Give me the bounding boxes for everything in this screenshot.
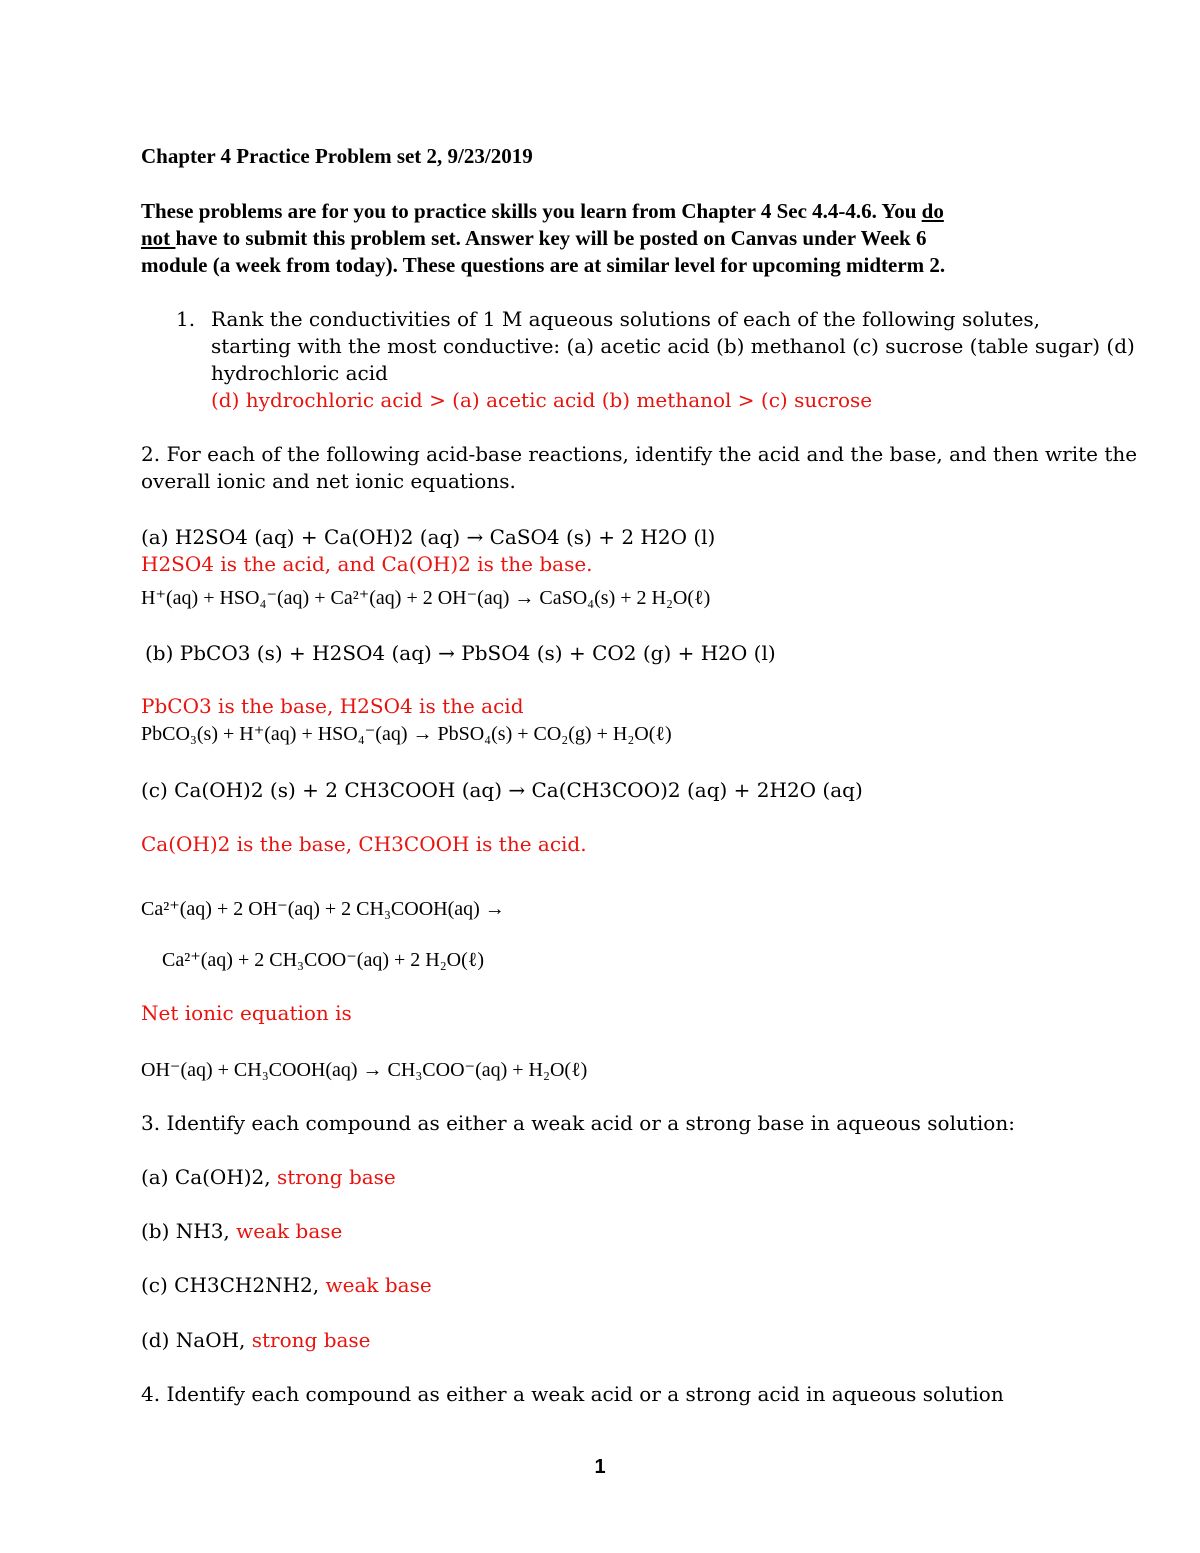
- q2-line-1: 2. For each of the following acid-base reactions, identify the acid and the base, and then write the: [141, 442, 1138, 466]
- page-title: Chapter 4 Practice Problem set 2, 9/23/2019: [141, 144, 533, 168]
- intro-do: do: [921, 199, 944, 223]
- list-item: (d) NaOH, strong base: [141, 1328, 371, 1352]
- list-item: (a) Ca(OH)2, strong base: [141, 1165, 396, 1189]
- q2b-ionic-equation: PbCO₃(s) + H⁺(aq) + HSO₄⁻(aq) → PbSO₄(s) + CO₂(g) + H₂O(ℓ): [141, 723, 672, 745]
- q1-number: 1.: [176, 307, 196, 331]
- q2c-ionic-equation-line-1: Ca²⁺(aq) + 2 OH⁻(aq) + 2 CH₃COOH(aq) →: [141, 898, 505, 920]
- intro-not: not: [141, 226, 176, 250]
- q2c-ionic-equation-line-2: Ca²⁺(aq) + 2 CH₃COO⁻(aq) + 2 H₂O(ℓ): [162, 949, 485, 971]
- q1-line-3: hydrochloric acid: [211, 361, 388, 385]
- q2c-equation: (c) Ca(OH)2 (s) + 2 CH3COOH (aq) → Ca(CH3COO)2 (aq) + 2H2O (aq): [141, 778, 863, 802]
- intro-line-3: module (a week from today). These questions are at similar level for upcoming midterm 2.: [141, 253, 946, 277]
- q2a-equation: (a) H2SO4 (aq) + Ca(OH)2 (aq) → CaSO4 (s) + 2 H2O (l): [141, 525, 716, 549]
- list-item: (b) NH3, weak base: [141, 1219, 343, 1243]
- net-ionic-label: Net ionic equation is: [141, 1001, 352, 1025]
- q2c-answer: Ca(OH)2 is the base, CH3COOH is the acid.: [141, 832, 587, 856]
- intro-line-1: [141, 198, 944, 224]
- page-number: 1: [594, 1456, 606, 1478]
- q2b-equation: (b) PbCO3 (s) + H2SO4 (aq) → PbSO4 (s) + CO2 (g) + H2O (l): [145, 641, 776, 665]
- q4-prompt: 4. Identify each compound as either a weak acid or a strong acid in aqueous solution: [141, 1382, 1004, 1406]
- net-ionic-equation: OH⁻(aq) + CH₃COOH(aq) → CH₃COO⁻(aq) + H₂O(ℓ): [141, 1059, 588, 1081]
- q2b-answer: PbCO3 is the base, H2SO4 is the acid: [141, 694, 524, 718]
- list-item: (c) CH3CH2NH2, weak base: [141, 1273, 432, 1297]
- intro-text-2: have to submit this problem set. Answer key will be posted on Canvas under Week 6: [175, 226, 927, 250]
- q1-line-1: Rank the conductivities of 1 M aqueous solutions of each of the following solutes,: [211, 307, 1041, 331]
- q2a-answer: H2SO4 is the acid, and Ca(OH)2 is the base.: [141, 552, 593, 576]
- q2-line-2: overall ionic and net ionic equations.: [141, 469, 516, 493]
- q1-line-2: starting with the most conductive: (a) acetic acid (b) methanol (c) sucrose (table sugar) (d): [211, 334, 1135, 358]
- q1-answer: (d) hydrochloric acid > (a) acetic acid (b) methanol > (c) sucrose: [211, 388, 873, 412]
- q3-prompt: 3. Identify each compound as either a weak acid or a strong base in aqueous solution:: [141, 1111, 1015, 1135]
- intro-line-2: [141, 225, 926, 251]
- q2a-ionic-equation: H⁺(aq) + HSO₄⁻(aq) + Ca²⁺(aq) + 2 OH⁻(aq) → CaSO₄(s) + 2 H₂O(ℓ): [141, 587, 711, 609]
- intro-text: These problems are for you to practice skills you learn from Chapter 4 Sec 4.4-4.6. You: [141, 199, 922, 223]
